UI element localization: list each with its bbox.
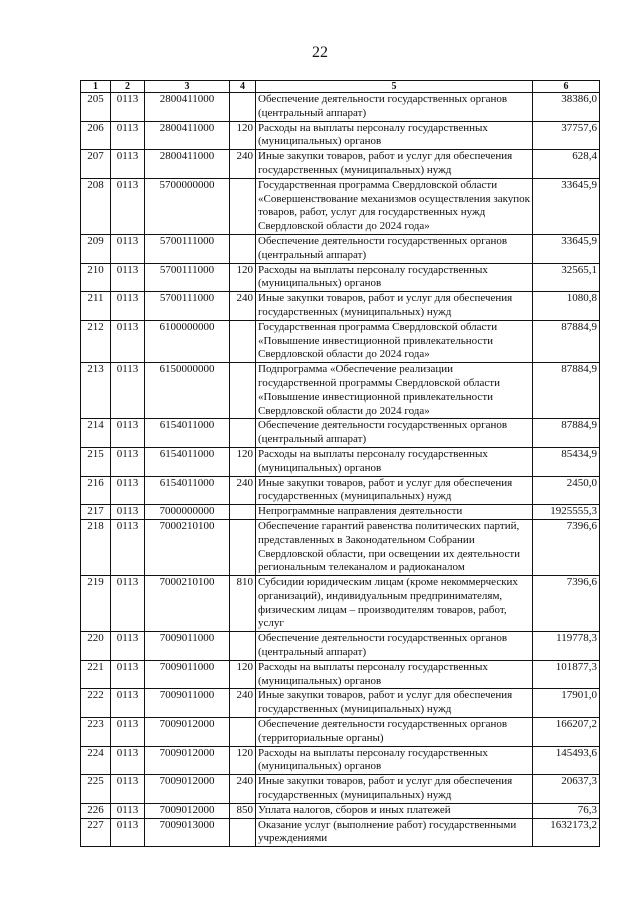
- item-name-cell: Расходы на выплаты персоналу государственных (муниципальных) органов: [256, 263, 533, 292]
- expense-type-cell: 120: [230, 263, 256, 292]
- section-code-cell: 0113: [111, 150, 145, 179]
- item-name-cell: Государственная программа Свердловской области «Совершенствование механизмов осуществления закупок товаров, работ, услуг для государственных нужд Свердловской области до 2024 года»: [256, 178, 533, 234]
- section-code-cell: 0113: [111, 320, 145, 362]
- table-row: [81, 818, 600, 847]
- expense-type-cell: [230, 363, 256, 419]
- row-number-cell: 217: [81, 505, 111, 520]
- amount-cell: 17901,0: [533, 689, 600, 718]
- section-code-cell: 0113: [111, 234, 145, 263]
- amount-cell: 37757,6: [533, 121, 600, 150]
- page-number: 22: [312, 44, 328, 61]
- section-code-cell: 0113: [111, 718, 145, 747]
- amount-cell: 1925555,3: [533, 505, 600, 520]
- target-code-cell: 7000000000: [145, 505, 230, 520]
- row-number-cell: 215: [81, 447, 111, 476]
- item-name-cell: Обеспечение гарантий равенства политических партий, представленных в Законодательном Собрании Свердловской области, при освещении их деятельности региональным телеканалом и радиоканалом: [256, 519, 533, 575]
- row-number-cell: 206: [81, 121, 111, 150]
- target-code-cell: 6154011000: [145, 419, 230, 448]
- table-row: [81, 746, 600, 775]
- target-code-cell: 7009012000: [145, 803, 230, 818]
- item-name-cell: Расходы на выплаты персоналу государственных (муниципальных) органов: [256, 121, 533, 150]
- row-number-cell: 226: [81, 803, 111, 818]
- target-code-cell: 7000210100: [145, 519, 230, 575]
- expense-type-cell: 120: [230, 746, 256, 775]
- amount-cell: 87884,9: [533, 419, 600, 448]
- section-code-cell: 0113: [111, 263, 145, 292]
- table-row: [81, 632, 600, 661]
- row-number-cell: 213: [81, 363, 111, 419]
- table-row: [81, 519, 600, 575]
- table-row: [81, 178, 600, 234]
- item-name-cell: Обеспечение деятельности государственных органов (территориальные органы): [256, 718, 533, 747]
- row-number-cell: 220: [81, 632, 111, 661]
- table-row: [81, 320, 600, 362]
- item-name-cell: Обеспечение деятельности государственных органов (центральный аппарат): [256, 632, 533, 661]
- table-row: [81, 447, 600, 476]
- section-code-cell: 0113: [111, 121, 145, 150]
- section-code-cell: 0113: [111, 447, 145, 476]
- item-name-cell: Обеспечение деятельности государственных органов (центральный аппарат): [256, 234, 533, 263]
- expense-type-cell: [230, 93, 256, 122]
- amount-cell: 101877,3: [533, 660, 600, 689]
- table-header-row: [81, 81, 600, 93]
- section-code-cell: 0113: [111, 803, 145, 818]
- item-name-cell: Иные закупки товаров, работ и услуг для обеспечения государственных (муниципальных) нужд: [256, 775, 533, 804]
- table-row: [81, 292, 600, 321]
- header-col-2: 2: [111, 81, 145, 93]
- expense-type-cell: [230, 718, 256, 747]
- section-code-cell: 0113: [111, 632, 145, 661]
- budget-table: [80, 80, 600, 847]
- row-number-cell: 218: [81, 519, 111, 575]
- row-number-cell: 205: [81, 93, 111, 122]
- header-col-5: 5: [256, 81, 533, 93]
- table-body: [81, 93, 600, 847]
- table-row: [81, 660, 600, 689]
- row-number-cell: 208: [81, 178, 111, 234]
- item-name-cell: Обеспечение деятельности государственных органов (центральный аппарат): [256, 93, 533, 122]
- section-code-cell: 0113: [111, 292, 145, 321]
- header-col-4: 4: [230, 81, 256, 93]
- expense-type-cell: 810: [230, 576, 256, 632]
- table-row: [81, 576, 600, 632]
- target-code-cell: 7009011000: [145, 632, 230, 661]
- row-number-cell: 210: [81, 263, 111, 292]
- amount-cell: 1080,8: [533, 292, 600, 321]
- row-number-cell: 209: [81, 234, 111, 263]
- item-name-cell: Иные закупки товаров, работ и услуг для обеспечения государственных (муниципальных) нужд: [256, 292, 533, 321]
- expense-type-cell: [230, 234, 256, 263]
- item-name-cell: Оказание услуг (выполнение работ) государственными учреждениями: [256, 818, 533, 847]
- row-number-cell: 227: [81, 818, 111, 847]
- expense-type-cell: [230, 505, 256, 520]
- item-name-cell: Иные закупки товаров, работ и услуг для обеспечения государственных (муниципальных) нужд: [256, 150, 533, 179]
- expense-type-cell: 240: [230, 775, 256, 804]
- section-code-cell: 0113: [111, 689, 145, 718]
- header-col-1: 1: [81, 81, 111, 93]
- section-code-cell: 0113: [111, 660, 145, 689]
- section-code-cell: 0113: [111, 519, 145, 575]
- item-name-cell: Расходы на выплаты персоналу государственных (муниципальных) органов: [256, 660, 533, 689]
- expense-type-cell: [230, 519, 256, 575]
- amount-cell: 33645,9: [533, 178, 600, 234]
- target-code-cell: 7009011000: [145, 660, 230, 689]
- row-number-cell: 225: [81, 775, 111, 804]
- header-col-3: 3: [145, 81, 230, 93]
- amount-cell: 2450,0: [533, 476, 600, 505]
- row-number-cell: 207: [81, 150, 111, 179]
- section-code-cell: 0113: [111, 93, 145, 122]
- item-name-cell: Подпрограмма «Обеспечение реализации государственной программы Свердловской области «Повышение инвестиционной привлекательности Свердловской области до 2024 года»: [256, 363, 533, 419]
- amount-cell: 119778,3: [533, 632, 600, 661]
- expense-type-cell: [230, 178, 256, 234]
- amount-cell: 87884,9: [533, 363, 600, 419]
- item-name-cell: Государственная программа Свердловской области «Повышение инвестиционной привлекательности Свердловской области до 2024 года»: [256, 320, 533, 362]
- target-code-cell: 7009013000: [145, 818, 230, 847]
- item-name-cell: Субсидии юридическим лицам (кроме некоммерческих организаций), индивидуальным предпринимателям, физическим лицам – производителям товаров, работ, услуг: [256, 576, 533, 632]
- target-code-cell: 2800411000: [145, 150, 230, 179]
- row-number-cell: 224: [81, 746, 111, 775]
- amount-cell: 628,4: [533, 150, 600, 179]
- section-code-cell: 0113: [111, 363, 145, 419]
- target-code-cell: 7009012000: [145, 746, 230, 775]
- table-row: [81, 121, 600, 150]
- expense-type-cell: 120: [230, 121, 256, 150]
- table-row: [81, 505, 600, 520]
- item-name-cell: Иные закупки товаров, работ и услуг для обеспечения государственных (муниципальных) нужд: [256, 476, 533, 505]
- amount-cell: 145493,6: [533, 746, 600, 775]
- target-code-cell: 7000210100: [145, 576, 230, 632]
- table-row: [81, 363, 600, 419]
- row-number-cell: 223: [81, 718, 111, 747]
- row-number-cell: 216: [81, 476, 111, 505]
- amount-cell: 33645,9: [533, 234, 600, 263]
- expense-type-cell: 120: [230, 660, 256, 689]
- table-row: [81, 775, 600, 804]
- section-code-cell: 0113: [111, 476, 145, 505]
- target-code-cell: 6150000000: [145, 363, 230, 419]
- row-number-cell: 211: [81, 292, 111, 321]
- table-row: [81, 718, 600, 747]
- item-name-cell: Непрограммные направления деятельности: [256, 505, 533, 520]
- table-row: [81, 150, 600, 179]
- target-code-cell: 7009011000: [145, 689, 230, 718]
- expense-type-cell: 240: [230, 150, 256, 179]
- expense-type-cell: 240: [230, 689, 256, 718]
- target-code-cell: 5700111000: [145, 234, 230, 263]
- expense-type-cell: [230, 419, 256, 448]
- expense-type-cell: [230, 320, 256, 362]
- target-code-cell: 7009012000: [145, 718, 230, 747]
- amount-cell: 76,3: [533, 803, 600, 818]
- section-code-cell: 0113: [111, 775, 145, 804]
- row-number-cell: 214: [81, 419, 111, 448]
- target-code-cell: 2800411000: [145, 93, 230, 122]
- section-code-cell: 0113: [111, 505, 145, 520]
- target-code-cell: 6154011000: [145, 476, 230, 505]
- target-code-cell: 7009012000: [145, 775, 230, 804]
- target-code-cell: 5700000000: [145, 178, 230, 234]
- expense-type-cell: 240: [230, 476, 256, 505]
- row-number-cell: 221: [81, 660, 111, 689]
- target-code-cell: 5700111000: [145, 292, 230, 321]
- amount-cell: 7396,6: [533, 519, 600, 575]
- table-row: [81, 689, 600, 718]
- table-row: [81, 234, 600, 263]
- table-row: [81, 419, 600, 448]
- amount-cell: 32565,1: [533, 263, 600, 292]
- expense-type-cell: [230, 632, 256, 661]
- amount-cell: 1632173,2: [533, 818, 600, 847]
- table-row: [81, 263, 600, 292]
- table-row: [81, 803, 600, 818]
- amount-cell: 20637,3: [533, 775, 600, 804]
- amount-cell: 38386,0: [533, 93, 600, 122]
- table-row: [81, 93, 600, 122]
- amount-cell: 7396,6: [533, 576, 600, 632]
- expense-type-cell: [230, 818, 256, 847]
- row-number-cell: 219: [81, 576, 111, 632]
- expense-type-cell: 240: [230, 292, 256, 321]
- item-name-cell: Уплата налогов, сборов и иных платежей: [256, 803, 533, 818]
- expense-type-cell: 120: [230, 447, 256, 476]
- item-name-cell: Обеспечение деятельности государственных органов (центральный аппарат): [256, 419, 533, 448]
- section-code-cell: 0113: [111, 419, 145, 448]
- section-code-cell: 0113: [111, 746, 145, 775]
- section-code-cell: 0113: [111, 178, 145, 234]
- row-number-cell: 212: [81, 320, 111, 362]
- amount-cell: 85434,9: [533, 447, 600, 476]
- target-code-cell: 6154011000: [145, 447, 230, 476]
- item-name-cell: Расходы на выплаты персоналу государственных (муниципальных) органов: [256, 746, 533, 775]
- target-code-cell: 5700111000: [145, 263, 230, 292]
- header-col-6: 6: [533, 81, 600, 93]
- amount-cell: 87884,9: [533, 320, 600, 362]
- section-code-cell: 0113: [111, 576, 145, 632]
- expense-type-cell: 850: [230, 803, 256, 818]
- table-row: [81, 476, 600, 505]
- section-code-cell: 0113: [111, 818, 145, 847]
- amount-cell: 166207,2: [533, 718, 600, 747]
- row-number-cell: 222: [81, 689, 111, 718]
- item-name-cell: Иные закупки товаров, работ и услуг для обеспечения государственных (муниципальных) нужд: [256, 689, 533, 718]
- target-code-cell: 6100000000: [145, 320, 230, 362]
- target-code-cell: 2800411000: [145, 121, 230, 150]
- item-name-cell: Расходы на выплаты персоналу государственных (муниципальных) органов: [256, 447, 533, 476]
